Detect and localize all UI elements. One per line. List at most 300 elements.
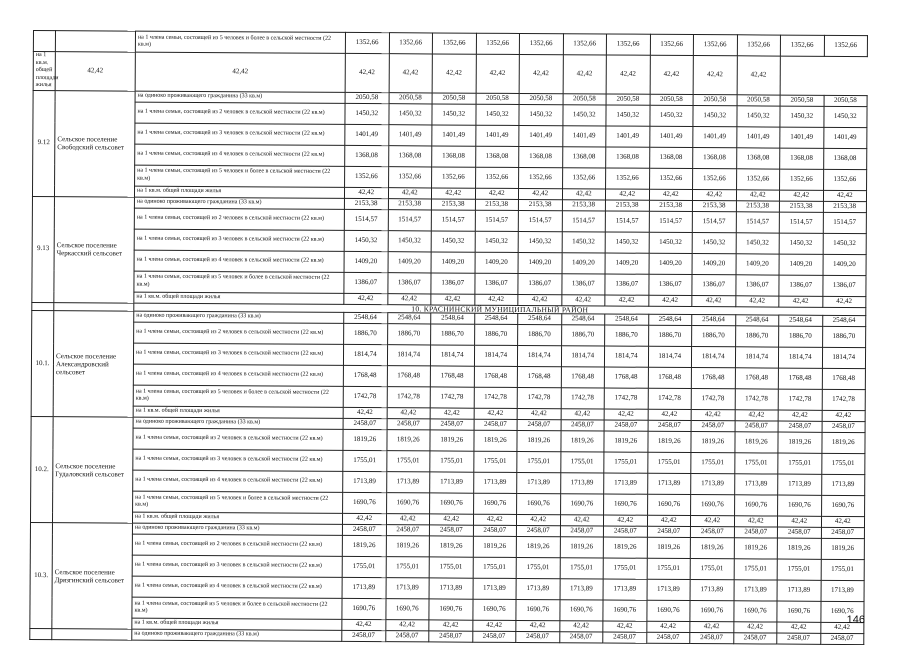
- norm-value-cell: 1386,07: [692, 274, 736, 295]
- norm-value-cell: 1450,32: [345, 103, 389, 124]
- norm-value-cell: 1886,70: [431, 324, 475, 345]
- norm-value-cell: 42,42: [603, 621, 647, 632]
- norm-value-cell: 1450,32: [475, 231, 519, 252]
- norm-value-cell: 2548,64: [779, 315, 823, 326]
- norm-value-cell: 42,42: [606, 55, 650, 94]
- norm-value-cell: 42,42: [779, 190, 823, 201]
- norm-value-cell: 2050,58: [824, 95, 868, 106]
- norm-value-cell: 1368,08: [736, 147, 780, 168]
- norm-value-cell: 2050,58: [650, 94, 694, 105]
- norm-value-cell: 1742,78: [778, 389, 822, 410]
- norm-description: на 1 члена семьи, состоящей из 2 человек в сельской местности (22 кв.м): [135, 102, 345, 124]
- norm-value-cell: 2458,07: [777, 527, 821, 538]
- norm-value-cell: 1514,57: [475, 210, 519, 231]
- norm-value-cell: 1819,26: [604, 431, 648, 452]
- norm-value-cell: 1450,32: [519, 104, 563, 125]
- norm-value-cell: 1514,57: [344, 209, 388, 230]
- norm-value-cell: 1768,48: [561, 367, 605, 388]
- norm-value-cell: 1386,07: [474, 273, 518, 294]
- norm-value-cell: 42,42: [646, 621, 690, 632]
- norm-value-cell: 1690,76: [734, 495, 778, 516]
- norm-value-cell: 1814,74: [778, 347, 822, 368]
- norm-value-cell: 1450,32: [606, 105, 650, 126]
- norm-value-cell: 1713,89: [473, 578, 517, 599]
- norm-value-cell: 2458,07: [560, 526, 604, 537]
- norm-value-cell: 1450,32: [475, 104, 519, 125]
- norm-value-cell: 1690,76: [560, 494, 604, 515]
- norm-value-cell: 42,42: [431, 187, 475, 198]
- norm-value-cell: 1368,08: [519, 146, 563, 167]
- norm-value-cell: 1386,07: [431, 272, 475, 293]
- norm-value-cell: 42,42: [387, 293, 431, 304]
- norm-value-cell: 1768,48: [648, 367, 692, 388]
- norm-value-cell: 2458,07: [387, 419, 431, 430]
- norm-value-cell: 1713,89: [343, 471, 387, 492]
- norm-value-cell: 2458,07: [472, 631, 516, 642]
- norm-value-cell: 1450,32: [693, 105, 737, 126]
- norm-value-cell: 1409,20: [649, 253, 693, 274]
- norm-value-cell: 1386,07: [648, 274, 692, 295]
- norm-value-cell: 1742,78: [691, 389, 735, 410]
- norm-value-cell: 2458,07: [561, 420, 605, 431]
- norm-value-cell: 1755,01: [821, 559, 865, 580]
- norm-value-cell: 42,42: [518, 188, 562, 199]
- norm-value-cell: 1886,70: [605, 325, 649, 346]
- norm-value-cell: 1713,89: [516, 578, 560, 599]
- norm-value-cell: 1819,26: [603, 537, 647, 558]
- norm-value-cell: 1450,32: [736, 232, 780, 253]
- norm-value-cell: 1690,76: [472, 599, 516, 620]
- norm-value-cell: 1514,57: [388, 209, 432, 230]
- norm-value-cell: 2458,07: [342, 630, 386, 641]
- norm-description: на 1 члена семьи, состоящей из 4 человек в сельской местности (22 кв.м): [132, 576, 342, 598]
- norm-value-cell: 1819,26: [517, 430, 561, 451]
- norm-value-cell: 1755,01: [473, 451, 517, 472]
- norm-value-cell: 1514,57: [431, 209, 475, 230]
- norm-value-cell: 1819,26: [342, 535, 386, 556]
- norm-value-cell: 1401,49: [475, 125, 519, 146]
- norm-value-cell: 1886,70: [692, 326, 736, 347]
- norm-description: на 1 кв.м. общей площади жилья: [33, 52, 55, 91]
- norm-description: на 1 члена семьи, состоящей из 2 человек в сельской местности (22 кв.м): [133, 428, 343, 450]
- norm-value-cell: 1742,78: [648, 388, 692, 409]
- norm-value-cell: 1819,26: [386, 536, 430, 557]
- norm-value-cell: 1352,66: [476, 33, 520, 54]
- norm-value-cell: 2153,38: [736, 200, 780, 211]
- norm-value-cell: 2458,07: [473, 525, 517, 536]
- norm-value-cell: 1755,01: [386, 451, 430, 472]
- settlement-name: Сельское поселение Дрязгинский сельсовет: [52, 523, 133, 629]
- norm-value-cell: 1450,32: [649, 232, 693, 253]
- norm-value-cell: 1409,20: [431, 251, 475, 272]
- norm-value-cell: 1755,01: [690, 559, 734, 580]
- norm-description: на 1 члена семьи, состоящей из 5 человек и более в сельской местности (22 кв.м): [135, 31, 345, 53]
- norm-value-cell: 1755,01: [560, 452, 604, 473]
- norm-value-cell: 42,42: [690, 516, 734, 527]
- norm-value-cell: 42,42: [432, 54, 476, 93]
- norm-value-cell: 2153,38: [388, 198, 432, 209]
- norm-value-cell: 1450,32: [780, 106, 824, 127]
- norm-value-cell: 1819,26: [386, 430, 430, 451]
- norm-value-cell: 1819,26: [821, 432, 865, 453]
- norm-value-cell: 1409,20: [692, 253, 736, 274]
- norm-value-cell: 1352,66: [475, 167, 519, 188]
- norm-value-cell: 1886,70: [387, 324, 431, 345]
- norm-value-cell: 2153,38: [562, 199, 606, 210]
- norm-value-cell: 2050,58: [519, 93, 563, 104]
- norm-description: на 1 члена семьи, состоящей из 2 человек в сельской местности (22 кв.м): [132, 534, 342, 556]
- norm-value-cell: 1352,66: [345, 32, 389, 53]
- norm-value-cell: 1814,74: [822, 347, 866, 368]
- norm-value-cell: 1819,26: [516, 536, 560, 557]
- norm-value-cell: 2050,58: [737, 94, 781, 105]
- norm-value-cell: 2458,07: [516, 631, 560, 642]
- norm-value-cell: 1819,26: [473, 430, 517, 451]
- settlement-name: Сельское поселение Александровский сельсовет: [53, 311, 134, 417]
- norm-value-cell: 1713,89: [604, 473, 648, 494]
- norm-value-cell: 1514,57: [605, 210, 649, 231]
- norm-value-cell: 1713,89: [734, 474, 778, 495]
- norm-value-cell: 2548,64: [735, 315, 779, 326]
- norm-value-cell: 42,42: [345, 53, 389, 92]
- norm-value-cell: 1450,32: [823, 106, 867, 127]
- norm-value-cell: 1352,66: [823, 169, 867, 190]
- norm-value-cell: 2153,38: [431, 198, 475, 209]
- norm-value-cell: 2458,07: [603, 632, 647, 643]
- norm-value-cell: 1742,78: [604, 388, 648, 409]
- norm-value-cell: 2153,38: [475, 199, 519, 210]
- norm-value-cell: 2050,58: [345, 92, 389, 103]
- norm-value-cell: 1819,26: [343, 429, 387, 450]
- norm-description: на 1 члена семьи, состоящей из 3 человек в сельской местности (22 кв.м): [133, 343, 343, 365]
- norm-value-cell: 1409,20: [605, 252, 649, 273]
- norm-value-cell: 1742,78: [387, 387, 431, 408]
- norm-value-cell: 1690,76: [733, 601, 777, 622]
- norm-value-cell: 1352,66: [562, 167, 606, 188]
- norm-value-cell: 42,42: [561, 409, 605, 420]
- norm-value-cell: 2458,07: [778, 421, 822, 432]
- norm-value-cell: 1713,89: [430, 472, 474, 493]
- norm-value-cell: 1755,01: [777, 559, 821, 580]
- norm-value-cell: 2458,07: [735, 421, 779, 432]
- norm-value-cell: 1450,32: [736, 105, 780, 126]
- norm-value-cell: 42,42: [737, 56, 781, 95]
- norm-value-cell: 1401,49: [562, 125, 606, 146]
- norm-value-cell: 1819,26: [821, 538, 865, 559]
- norm-value-cell: 42,42: [55, 52, 135, 91]
- norm-value-cell: 2458,07: [690, 633, 734, 644]
- norm-value-cell: 1713,89: [603, 579, 647, 600]
- norm-value-cell: 2458,07: [386, 525, 430, 536]
- settlement-name: [52, 629, 132, 640]
- norm-value-cell: 1755,01: [604, 452, 648, 473]
- norm-value-cell: 1742,78: [822, 389, 866, 410]
- norm-value-cell: 1690,76: [778, 495, 822, 516]
- norm-value-cell: 42,42: [693, 56, 737, 95]
- norm-value-cell: 1886,70: [648, 325, 692, 346]
- page-number: 146: [846, 614, 865, 626]
- norm-value-cell: 1814,74: [648, 346, 692, 367]
- norm-value-cell: 42,42: [604, 409, 648, 420]
- norm-description: на 1 члена семьи, состоящей из 2 человек в сельской местности (22 кв.м): [134, 208, 344, 230]
- norm-value-cell: 1886,70: [474, 324, 518, 345]
- norm-value-cell: 1450,32: [649, 105, 693, 126]
- norm-value-cell: 2458,07: [516, 525, 560, 536]
- norm-value-cell: 2458,07: [474, 419, 518, 430]
- norm-value-cell: 42,42: [474, 408, 518, 419]
- norm-value-cell: 1690,76: [429, 599, 473, 620]
- settlement-number: [30, 628, 52, 639]
- norm-value-cell: 1352,66: [780, 169, 824, 190]
- norm-value-cell: 1819,26: [777, 538, 821, 559]
- settlement-number: 9.13: [32, 196, 55, 302]
- norm-value-cell: 1755,01: [734, 559, 778, 580]
- norm-value-cell: 42,42: [519, 54, 563, 93]
- norm-value-cell: 1755,01: [516, 557, 560, 578]
- norm-description: на 1 члена семьи, состоящей из 5 человек и более в сельской местности (22 кв.м): [133, 385, 343, 407]
- norm-value-cell: 2050,58: [476, 93, 520, 104]
- norm-value-cell: 1768,48: [474, 366, 518, 387]
- norm-value-cell: 1450,32: [605, 231, 649, 252]
- settlement-name: [55, 31, 135, 52]
- norm-value-cell: 2050,58: [389, 92, 433, 103]
- norm-value-cell: 1352,66: [563, 34, 607, 55]
- norm-value-cell: 1401,49: [649, 126, 693, 147]
- norm-value-cell: 42,42: [822, 296, 866, 307]
- norm-value-cell: 1690,76: [646, 600, 690, 621]
- norm-value-cell: 1755,01: [517, 451, 561, 472]
- norm-value-cell: 42,42: [822, 410, 866, 421]
- norm-value-cell: 1755,01: [560, 558, 604, 579]
- norm-description: на одиноко проживающего гражданина (33 кв.м): [133, 417, 343, 429]
- settlement-name: Сельское поселение Черкасский сельсовет: [54, 196, 135, 302]
- norm-value-cell: 1450,32: [431, 230, 475, 251]
- norm-value-cell: 1352,66: [519, 167, 563, 188]
- norm-value-cell: 1768,48: [430, 366, 474, 387]
- norm-value-cell: 42,42: [429, 620, 473, 631]
- norm-description: на одиноко проживающего гражданина (33 кв.м): [134, 311, 344, 323]
- settlement-name: Сельское поселение Гудаловский сельсовет: [52, 417, 133, 523]
- norm-value-cell: 2458,07: [734, 527, 778, 538]
- norm-value-cell: 1713,89: [429, 578, 473, 599]
- norm-value-cell: 42,42: [474, 294, 518, 305]
- norm-value-cell: 1819,26: [734, 538, 778, 559]
- norm-value-cell: 1755,01: [343, 450, 387, 471]
- norm-value-cell: 1514,57: [649, 211, 693, 232]
- norm-value-cell: 1755,01: [778, 453, 822, 474]
- norm-value-cell: 1886,70: [822, 326, 866, 347]
- norm-value-cell: 2458,07: [385, 631, 429, 642]
- norm-value-cell: 42,42: [563, 55, 607, 94]
- norm-value-cell: 1755,01: [821, 453, 865, 474]
- norm-value-cell: 1713,89: [473, 472, 517, 493]
- norm-value-cell: 1409,20: [388, 251, 432, 272]
- norm-value-cell: 2153,38: [649, 200, 693, 211]
- norm-value-cell: 1713,89: [777, 580, 821, 601]
- norm-value-cell: 42,42: [344, 293, 388, 304]
- norm-value-cell: 2458,07: [777, 633, 821, 644]
- norm-value-cell: 1814,74: [517, 345, 561, 366]
- norm-value-cell: 1713,89: [821, 474, 865, 495]
- norm-value-cell: 2458,07: [820, 633, 864, 644]
- norm-value-cell: 1401,49: [606, 126, 650, 147]
- norm-value-cell: 1713,89: [386, 472, 430, 493]
- norm-description: на 1 кв.м. общей площади жилья: [134, 292, 344, 304]
- norm-value-cell: 2548,64: [344, 312, 388, 323]
- norm-value-cell: 1755,01: [386, 557, 430, 578]
- norm-description: на 1 члена семьи, состоящей из 3 человек в сельской местности (22 кв.м): [132, 555, 342, 577]
- norm-description: на 1 члена семьи, состоящей из 5 человек и более в сельской местности (22 кв.м): [132, 597, 342, 619]
- norm-value-cell: 1386,07: [735, 274, 779, 295]
- norm-value-cell: 2548,64: [474, 313, 518, 324]
- norm-value-cell: 1514,57: [736, 211, 780, 232]
- norm-value-cell: 1352,66: [432, 33, 476, 54]
- norm-value-cell: 1690,76: [604, 494, 648, 515]
- norm-description: на 1 члена семьи, состоящей из 3 человек в сельской местности (22 кв.м): [134, 229, 344, 251]
- norm-description: на 1 кв.м. общей площади жилья: [132, 512, 342, 524]
- norm-value-cell: 42,42: [559, 621, 603, 632]
- norm-description: на 1 члена семьи, состоящей из 2 человек в сельской местности (22 кв.м): [134, 322, 344, 344]
- norm-value-cell: 1742,78: [517, 387, 561, 408]
- norm-value-cell: 1450,32: [562, 231, 606, 252]
- norm-value-cell: 1742,78: [474, 387, 518, 408]
- norm-value-cell: 1742,78: [735, 389, 779, 410]
- norm-value-cell: 2153,38: [823, 201, 867, 212]
- norm-value-cell: 42,42: [385, 620, 429, 631]
- norm-value-cell: 1450,32: [779, 233, 823, 254]
- norm-value-cell: 2458,07: [691, 421, 735, 432]
- norm-value-cell: 1690,76: [473, 493, 517, 514]
- norm-value-cell: 42,42: [342, 619, 386, 630]
- norm-value-cell: 1401,49: [388, 124, 432, 145]
- norm-value-cell: 42,42: [734, 516, 778, 527]
- norm-value-cell: 1713,89: [560, 579, 604, 600]
- norm-description: на одиноко проживающего гражданина (33 кв.м): [132, 523, 342, 535]
- norm-value-cell: 2458,07: [343, 418, 387, 429]
- norm-value-cell: 2548,64: [692, 315, 736, 326]
- norm-value-cell: 2050,58: [693, 94, 737, 105]
- norm-value-cell: 1368,08: [693, 147, 737, 168]
- norm-value-cell: 2548,64: [605, 314, 649, 325]
- norm-value-cell: 1450,32: [388, 230, 432, 251]
- norm-value-cell: 42,42: [777, 622, 821, 633]
- norm-value-cell: 42,42: [388, 187, 432, 198]
- norm-value-cell: 1514,57: [779, 212, 823, 233]
- norm-value-cell: 1713,89: [647, 579, 691, 600]
- norm-value-cell: 1450,32: [692, 232, 736, 253]
- norm-value-cell: 1713,89: [821, 580, 865, 601]
- norm-value-cell: 1755,01: [734, 453, 778, 474]
- norm-value-cell: 1409,20: [779, 254, 823, 275]
- norm-value-cell: 1886,70: [561, 325, 605, 346]
- district-heading: 10. КРАСНИНСКИЙ МУНИЦИПАЛЬНЫЙ РАЙОН: [134, 303, 866, 316]
- norm-value-cell: 1409,20: [475, 252, 519, 273]
- norm-value-cell: 1368,08: [649, 147, 693, 168]
- norm-value-cell: 1819,26: [430, 430, 474, 451]
- norm-value-cell: 1814,74: [604, 346, 648, 367]
- norm-value-cell: 1352,66: [606, 34, 650, 55]
- norm-value-cell: 1690,76: [343, 492, 387, 513]
- norm-value-cell: 1819,26: [691, 432, 735, 453]
- norm-value-cell: 1690,76: [690, 601, 734, 622]
- norm-value-cell: 2458,07: [559, 632, 603, 643]
- norm-value-cell: 1401,49: [823, 127, 867, 148]
- norm-value-cell: 1450,32: [432, 103, 476, 124]
- norm-value-cell: 42,42: [648, 409, 692, 420]
- norm-value-cell: 1690,76: [430, 493, 474, 514]
- norm-value-cell: 1713,89: [517, 472, 561, 493]
- norm-value-cell: 42,42: [690, 622, 734, 633]
- norm-value-cell: 42,42: [431, 293, 475, 304]
- norm-value-cell: 1368,08: [780, 148, 824, 169]
- norm-value-cell: 2458,07: [733, 633, 777, 644]
- norm-value-cell: 1819,26: [560, 431, 604, 452]
- norm-value-cell: 1713,89: [734, 580, 778, 601]
- norm-description: на одиноко проживающего гражданина (33 кв.м): [135, 91, 345, 103]
- norm-value-cell: 1352,66: [824, 35, 868, 56]
- norm-value-cell: 42,42: [562, 188, 606, 199]
- norm-value-cell: 1352,66: [650, 34, 694, 55]
- norm-value-cell: 1690,76: [603, 600, 647, 621]
- norm-value-cell: 1755,01: [647, 452, 691, 473]
- norm-value-cell: 1450,32: [344, 230, 388, 251]
- norm-value-cell: 1713,89: [690, 580, 734, 601]
- norm-value-cell: 1401,49: [519, 125, 563, 146]
- norm-value-cell: 1386,07: [344, 272, 388, 293]
- norm-value-cell: 1409,20: [518, 252, 562, 273]
- norm-value-cell: 1819,26: [560, 537, 604, 558]
- norm-value-cell: 42,42: [823, 190, 867, 201]
- norm-value-cell: 1409,20: [562, 252, 606, 273]
- norm-value-cell: 1690,76: [517, 493, 561, 514]
- norm-value-cell: 2458,07: [604, 420, 648, 431]
- norm-value-cell: 2548,64: [431, 313, 475, 324]
- settlement-name: Сельское поселение Свободский сельсовет: [54, 90, 135, 196]
- norm-value-cell: 1819,26: [647, 537, 691, 558]
- norm-value-cell: 1819,26: [473, 536, 517, 557]
- norm-value-cell: 2050,58: [563, 93, 607, 104]
- norm-value-cell: 1409,20: [823, 254, 867, 275]
- norm-value-cell: 42,42: [733, 622, 777, 633]
- norm-value-cell: 1755,01: [429, 557, 473, 578]
- norm-value-cell: 42,42: [778, 410, 822, 421]
- norm-value-cell: 2153,38: [692, 200, 736, 211]
- norm-value-cell: 1368,08: [562, 146, 606, 167]
- norm-value-cell: 1401,49: [432, 124, 476, 145]
- norm-value-cell: 2050,58: [606, 94, 650, 105]
- norm-value-cell: 42,42: [777, 516, 821, 527]
- norm-value-cell: 1690,76: [342, 598, 386, 619]
- norm-value-cell: 2548,64: [387, 313, 431, 324]
- norm-value-cell: 1352,66: [736, 168, 780, 189]
- norm-value-cell: 1352,66: [345, 166, 389, 187]
- norm-value-cell: 1819,26: [778, 432, 822, 453]
- norm-value-cell: 1690,76: [820, 601, 864, 622]
- norm-value-cell: 42,42: [389, 54, 433, 93]
- norm-value-cell: 1352,66: [693, 35, 737, 56]
- norm-value-cell: 1690,76: [516, 599, 560, 620]
- norm-value-cell: 1713,89: [778, 474, 822, 495]
- norm-value-cell: 2153,38: [344, 198, 388, 209]
- norm-value-cell: 1450,32: [388, 103, 432, 124]
- norm-value-cell: 42,42: [475, 188, 519, 199]
- norm-value-cell: 1768,48: [517, 366, 561, 387]
- norm-value-cell: 1819,26: [647, 431, 691, 452]
- norm-value-cell: 42,42: [560, 515, 604, 526]
- norm-value-cell: 42,42: [647, 515, 691, 526]
- norm-value-cell: 1768,48: [822, 368, 866, 389]
- norm-value-cell: 1514,57: [823, 212, 867, 233]
